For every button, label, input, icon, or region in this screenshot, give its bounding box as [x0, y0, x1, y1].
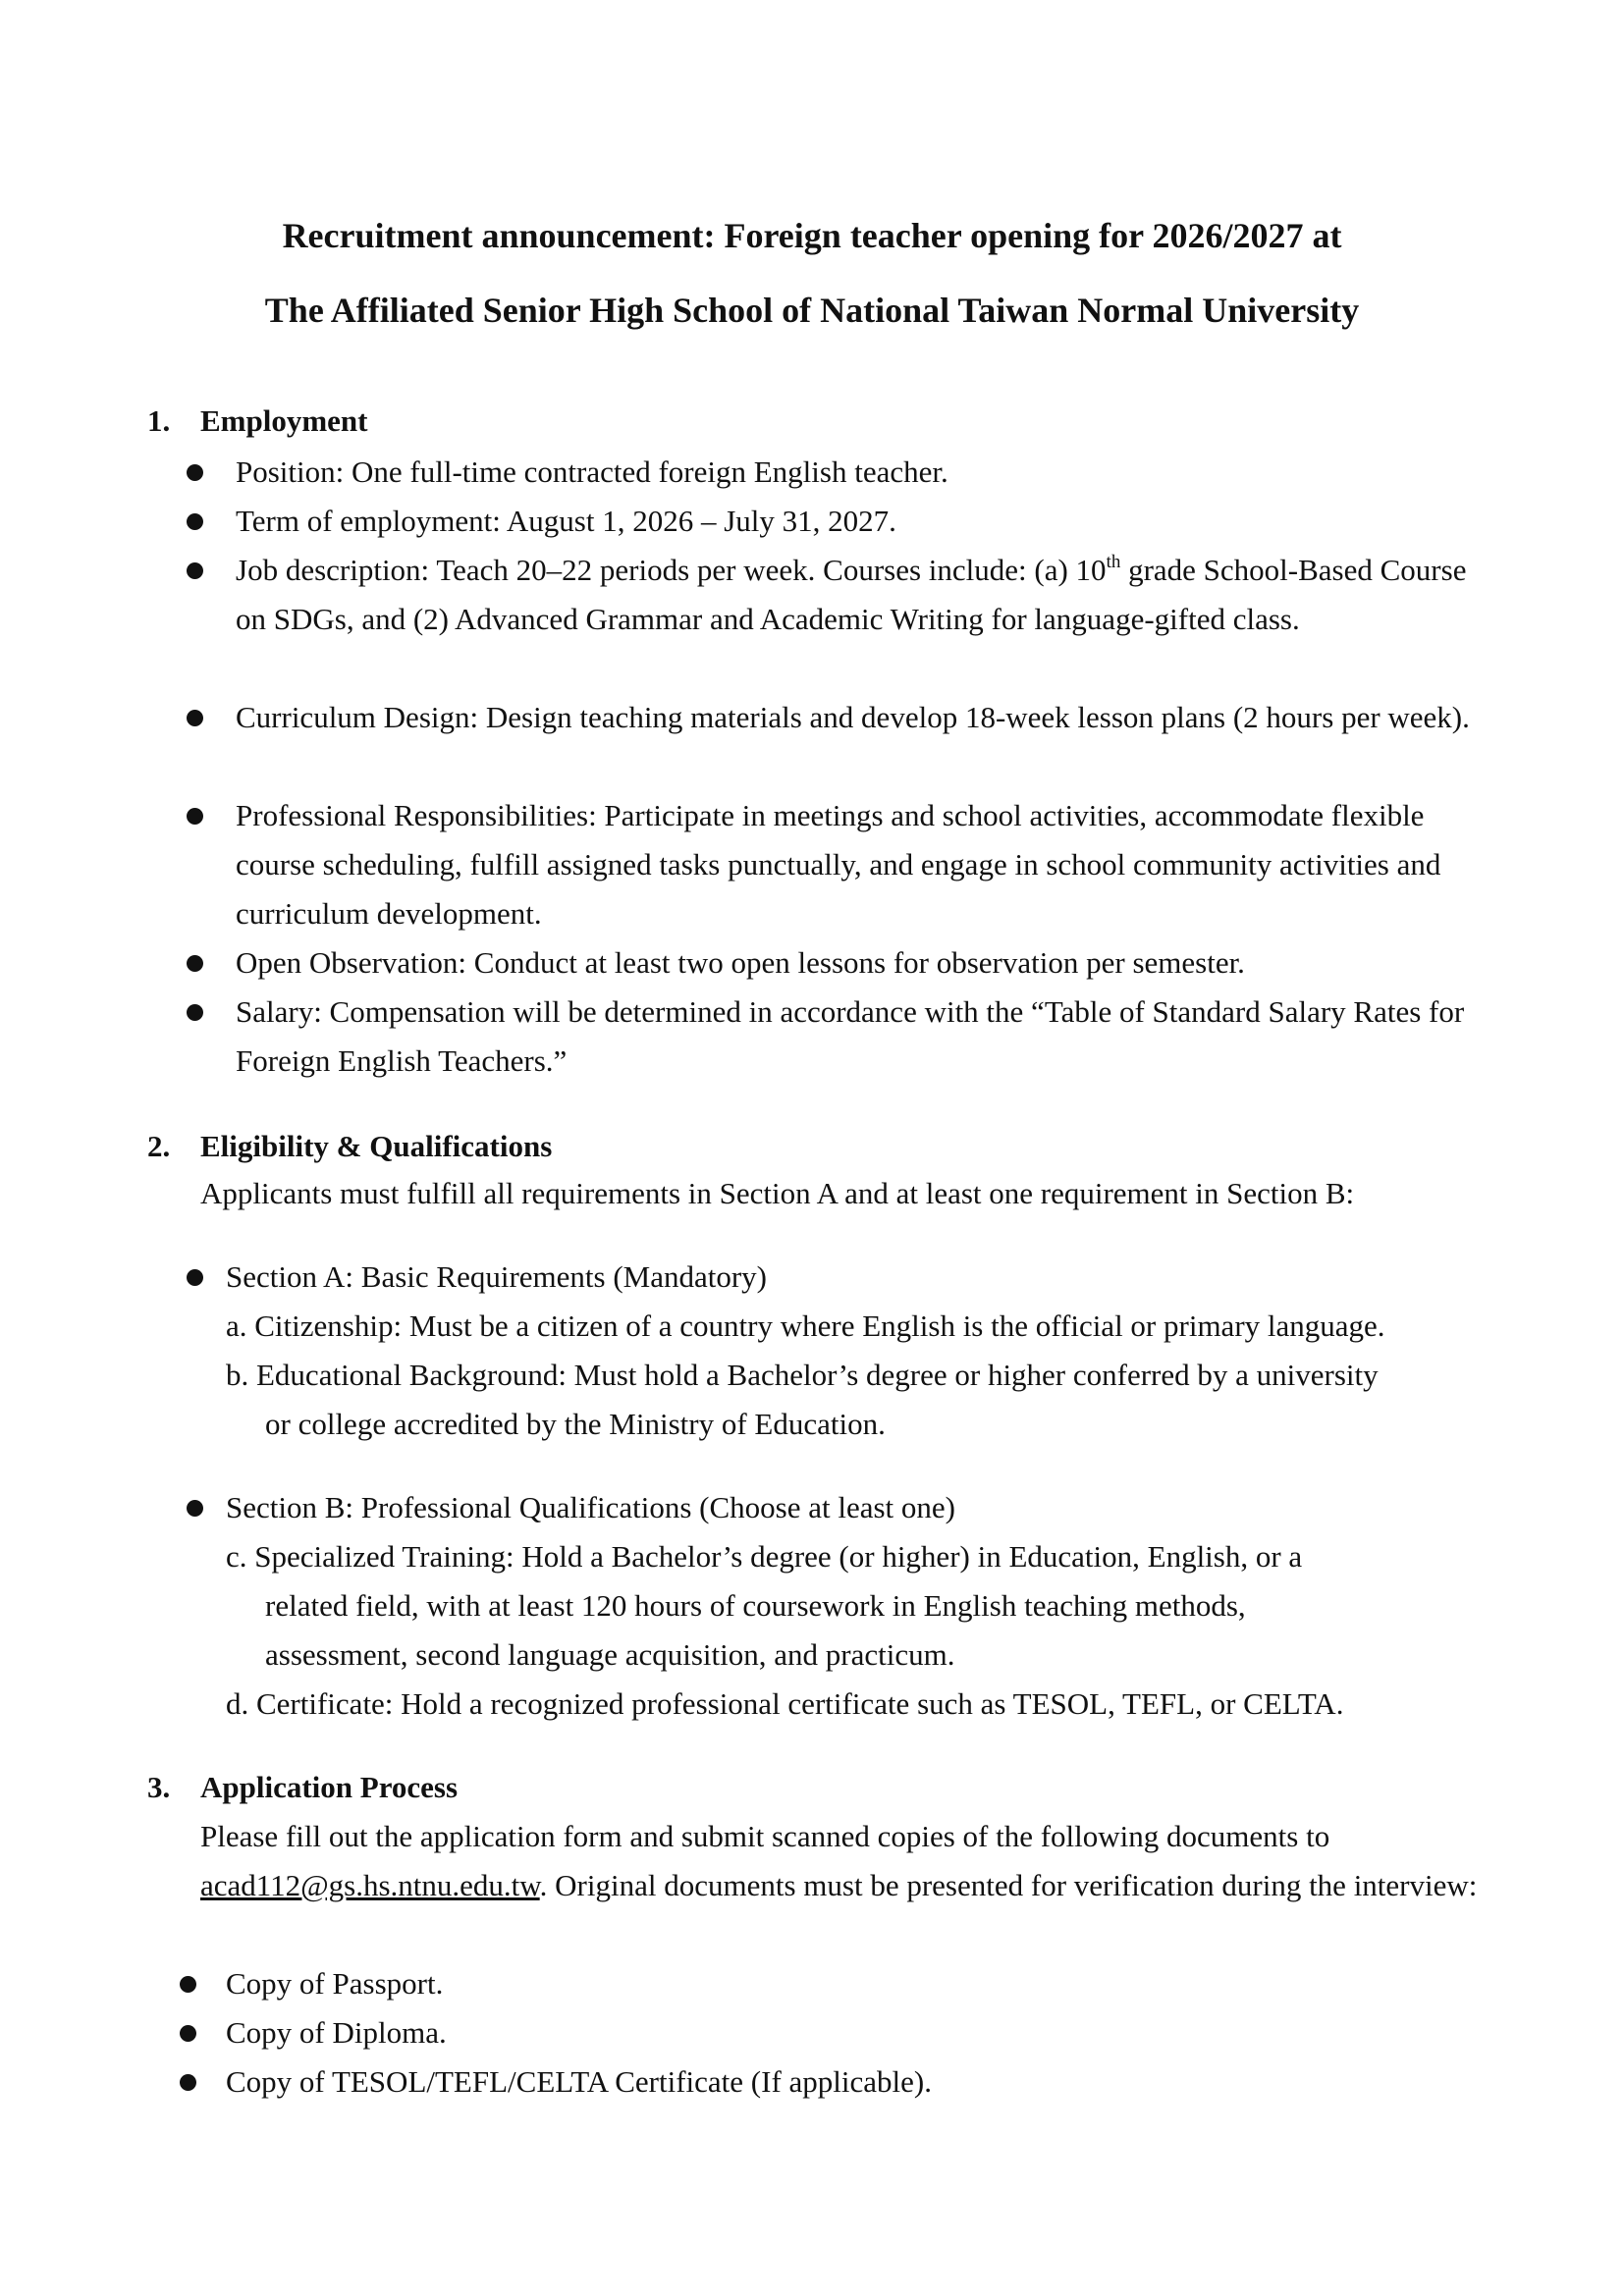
- requirement-d: d. Certificate: Hold a recognized professional certificate such as TESOL, TEFL, or CELTA.: [226, 1686, 1344, 1721]
- page-title-line-2: The Affiliated Senior High School of National Taiwan Normal University: [264, 291, 1360, 330]
- section-title: Employment: [200, 403, 368, 438]
- section-2-intro: Applicants must fulfill all requirements in Section A and at least one requirement in Section B:: [200, 1176, 1355, 1210]
- bullet-icon: [187, 710, 203, 726]
- bullet-icon: [187, 955, 203, 972]
- section-number: 3.: [147, 1770, 171, 1804]
- section-number: 1.: [147, 403, 171, 438]
- section-number: 2.: [147, 1129, 171, 1163]
- section-title: Application Process: [200, 1770, 459, 1804]
- section-title: Eligibility & Qualifications: [200, 1129, 553, 1163]
- requirement-c: c. Specialized Training: Hold a Bachelor’s degree (or higher) in Education, English, or a related field, with at least 120 hours of coursework in English teaching methods, assessment, second language acquisition, and practicum.: [226, 1539, 1303, 1672]
- requirement-b: b. Educational Background: Must hold a Bachelor’s degree or higher conferred by a university or college accredited by the Ministry of Education.: [226, 1358, 1379, 1441]
- bullet-icon: [187, 808, 203, 825]
- bullet-icon: [187, 1269, 203, 1286]
- bullet-icon: [187, 1500, 203, 1517]
- bullet-icon: [180, 1976, 196, 1993]
- bullet-icon: [187, 562, 203, 579]
- bullet-icon: [180, 2074, 196, 2091]
- bullet-icon: [187, 1004, 203, 1021]
- page-title-line-1: Recruitment announcement: Foreign teacher opening for 2026/2027 at: [282, 216, 1342, 255]
- bullet-icon: [180, 2025, 196, 2042]
- bullet-icon: [187, 464, 203, 481]
- requirement-a: a. Citizenship: Must be a citizen of a country where English is the official or primary language.: [226, 1308, 1385, 1343]
- section-3-intro: Please fill out the application form and submit scanned copies of the following documents to acad112@gs.hs.ntnu.edu.tw. Original documents must be presented for verification during the interview:: [200, 1819, 1478, 1902]
- bullet-icon: [187, 513, 203, 530]
- document-page: Recruitment announcement: Foreign teacher opening for 2026/2027 at The Affiliated Senior High School of National Taiwan Normal University 1. Employment Position: One full-time contracted foreign English teacher. Term of employment: August 1, 2026 – July 31, 2027. Job description: Teach 20–22 periods per week. Courses include: (a) 10th grade School-Based Course on SDGs, and (2) Advanced Grammar and Academic Writing for language-gifted class. Curriculum Design: Design teaching materials and develop 18-week lesson plans (2 hours per week). Professional Responsibilities: Participate in meetings and school activities, accommodate flexible course scheduling, fulfill assigned tasks punctually, and engage in school community activities and curriculum development. Open Observation: Conduct at least two open lessons for observation per semester. Salary: Compensation will be determined in accordance with the “Table of Standard Salary Rates for Foreign English Teachers.” 2. Eligibility & Qualifications Applicants must fulfill all requirements in Section A and at least one requirement in Section B: Section A: Basic Requirements (Mandatory) a. Citizenship: Must be a citizen of a country where English is the official or primary language. b. Educational Background: Must hold a Bachelor’s degree or higher conferred by a university or college accredited by the Ministry of Education. Section B: Professional Qualifications (Choose at least one) c. Specialized Training: Hold a Bachelor’s degree (or higher) in Education, English, or a related field, with at least 120 hours of coursework in English teaching methods, assessment, second language acquisition, and practicum. d. Certificate: Hold a recognized professional certificate such as TESOL, TEFL, or CELTA. 3. Application Process Please fill out the application form and submit scanned copies of the following documents to acad112@gs.hs.ntnu.edu.tw. Original documents must be presented for verification during the interview: Copy of Passport. Copy of Diploma. Copy of TESOL/TEFL/CELTA Certificate (If applicable).: [0, 0, 1624, 2296]
- job-description-text: Job description: Teach 20–22 periods per week. Courses include: (a) 10th grade School-Based Course on SDGs, and (2) Advanced Grammar and Academic Writing for language-gifted class.: [236, 551, 1467, 636]
- email-link[interactable]: acad112@gs.hs.ntnu.edu.tw: [200, 1868, 540, 1902]
